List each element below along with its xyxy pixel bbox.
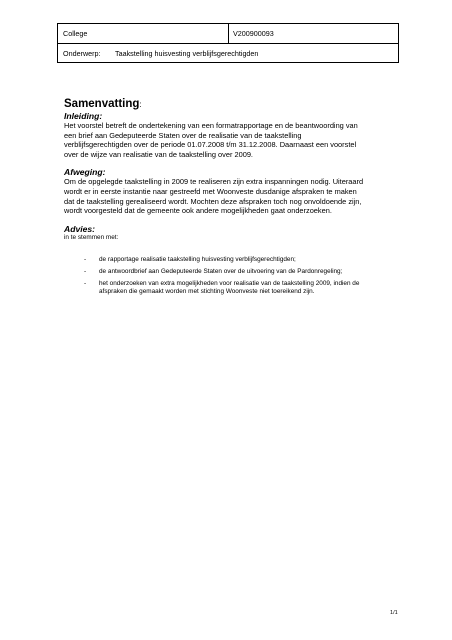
list-item (84, 280, 400, 297)
subject-label: Onderwerp: (63, 49, 101, 58)
subject-text: Taakstelling huisvesting verblijfsgerechtigden (115, 49, 259, 58)
afweging-line: wordt er in eerste instantie naar gestreefd met Woonveste dusdanige afspraken te maken (64, 186, 357, 196)
inleiding-line: over de wijze van realisatie van de taakstelling over 2009. (64, 149, 253, 159)
afweging-line: dat de taakstelling gerealiseerd wordt. Mochten deze afspraken toch nog onvoldoende zijn, (64, 196, 362, 206)
advies-intro: in te stemmen met: (64, 233, 119, 241)
list-item-text: het onderzoeken van extra mogelijkheden voor realisatie van de taakstelling 2009, indien de (99, 279, 360, 287)
inleiding-line: een brief aan Gedeputeerde Staten over de realisatie van de taakstelling (64, 130, 302, 140)
summary-title-text: Samenvatting (64, 98, 140, 110)
list-item-text: de antwoordbrief aan Gedeputeerde Staten over de uitvoering van de Pardonregeling; (99, 267, 343, 275)
afweging-line: wordt voorgesteld dat de gemeente ook andere mogelijkheden gaat onderzoeken. (64, 206, 332, 216)
summary-title (64, 98, 400, 111)
list-item-text: afspraken die gemaakt worden met stichting Woonveste niet toereikend zijn. (99, 288, 315, 295)
header-row-college (58, 24, 398, 43)
document-code: V200900093 (233, 29, 274, 38)
advies-heading: Advies: (64, 223, 96, 234)
summary-block (64, 98, 400, 242)
list-dash: - (84, 267, 87, 275)
advies-list (84, 256, 400, 300)
summary-title-colon: : (139, 100, 142, 109)
inleiding-line: verblijfsgerechtigden over de periode 01.07.2008 t/m 31.12.2008. Daarnaast een voorstel (64, 140, 357, 150)
afweging-heading: Afweging: (64, 167, 106, 178)
list-dash: - (84, 256, 87, 263)
header-column-divider (228, 24, 229, 43)
list-item (84, 268, 400, 276)
inleiding-line: Het voorstel betreft de ondertekening van een formatrapportage en de beantwoording van (64, 121, 358, 130)
page-number: 1/1 (390, 610, 398, 616)
college-label: College (63, 29, 88, 38)
list-item (84, 256, 400, 264)
header-table (57, 23, 399, 63)
list-dash: - (84, 279, 87, 287)
inleiding-heading: Inleiding: (64, 111, 103, 121)
afweging-line: Om de opgelegde taakstelling in 2009 te realiseren zijn extra inspanningen nodig. Uiteraard (64, 177, 364, 187)
list-item-text: de rapportage realisatie taakstelling huisvesting verblijfsgerechtigden; (99, 256, 296, 263)
header-row-subject (58, 43, 398, 63)
